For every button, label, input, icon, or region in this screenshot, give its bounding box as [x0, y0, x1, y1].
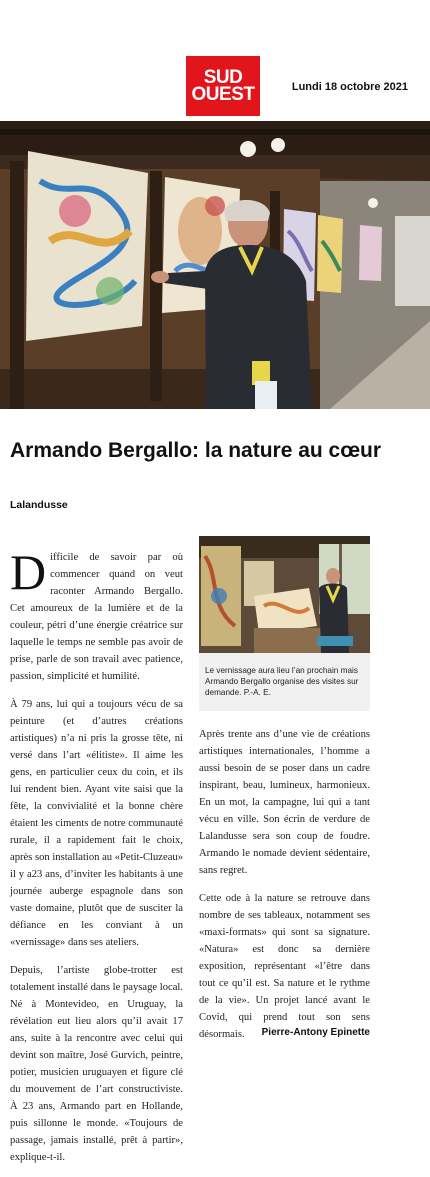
sud-ouest-logo[interactable]: [186, 56, 260, 116]
studio-photo: [199, 536, 370, 653]
masthead: [0, 0, 430, 120]
body-paragraph: Depuis, l’artiste globe-trotter est totalement installé dans le paysage local. Né à Montevideo, en Uruguay, la révélation eut lieu alors qu’il avait 17 ans, suite à la rencontre avec celui qui devint son maître, José Gurvich, peintre, potier, musicien uruguayen et figure clé du mouvement de l’art constructiviste. À 23 ans, Armando part en Hollande, puis sillonne le monde. «Toujours de passage, jamais installé, prêt à partir», explique-t-il.: [10, 965, 183, 1163]
publication-date: Lundi 18 octobre 2021: [291, 81, 408, 93]
article-column-right: [199, 726, 370, 1054]
photo-caption-box: [199, 653, 370, 711]
logo-line-1: SUD: [203, 67, 243, 88]
logo-line-2: OUEST: [191, 84, 255, 105]
studio-photo-illustration: [199, 536, 370, 653]
body-paragraph: Après trente ans d’une vie de créations artistiques internationales, l’homme a aussi besoin de se poser dans un cadre inspirant, beau, lumineux, harmonieux. En un mot, la campagne, lui qui a tant vécu en ville. Son écrin de verdure de Lalandusse sera son coup de foudre. Armando le nomade devient sédentaire, sans regret.: [199, 729, 370, 876]
hero-photo-illustration: [0, 121, 430, 409]
article-headline: Armando Bergallo: la nature au cœur: [10, 439, 382, 462]
painting-1: [26, 151, 148, 341]
body-paragraph: À 79 ans, lui qui a toujours vécu de sa peinture (et d’autres créations artistiques) n’a ni pris la grosse tête, ni versé dans l’art «élitiste». Il aime les gens, en particulier ceux du coin, et ils lui rendent bien. Ayant vite saisi que la fête, la convivialité et la bonne chère étaient les ciments de notre communauté rurale, il a rapidement fait le choix, après son installation au «Petit-Cluzeau» il y a23 ans, d’inviter les habitants à une journée auberge espagnole dans son vaste domaine, plutôt que de susciter la défiance en les conviant à un «vernissage» dans ses ateliers.: [10, 699, 183, 948]
painting-4: [317, 215, 343, 293]
drop-cap: D: [10, 544, 47, 600]
painting-5: [359, 225, 382, 281]
lead-paragraph: [10, 544, 183, 685]
article-column-left: [10, 544, 183, 1177]
body-paragraph: Cette ode à la nature se retrouve dans nombre de ses tableaux, notamment ses «maxi-formats» qui sont sa signature. «Natura» est donc sa dernière exposition, représentant «l’être dans tout ce qu’il est. Sa nature et le rythme de la vie». Un projet lancé avant le Covid, qui prend tout son sens désormais.: [199, 893, 370, 1040]
hero-photo: [0, 121, 430, 409]
photo-caption: Le vernissage aura lieu l’an prochain mais Armando Bergallo organise des visites sur demande. P.-A. E.: [205, 666, 359, 697]
article-author: Pierre-Antony Epinette: [261, 1027, 370, 1038]
lead-text: ifficile de savoir par où commencer quand on veut raconter Armando Bergallo. Cet amoureux de la lumière et de la couleur, pétri d’une énergie créatrice sur laquelle le temps ne semble pas avoir de prise, parle de son travail avec patience, passion, simplicité et humilité.: [10, 552, 183, 682]
article-location: Lalandusse: [10, 499, 68, 511]
